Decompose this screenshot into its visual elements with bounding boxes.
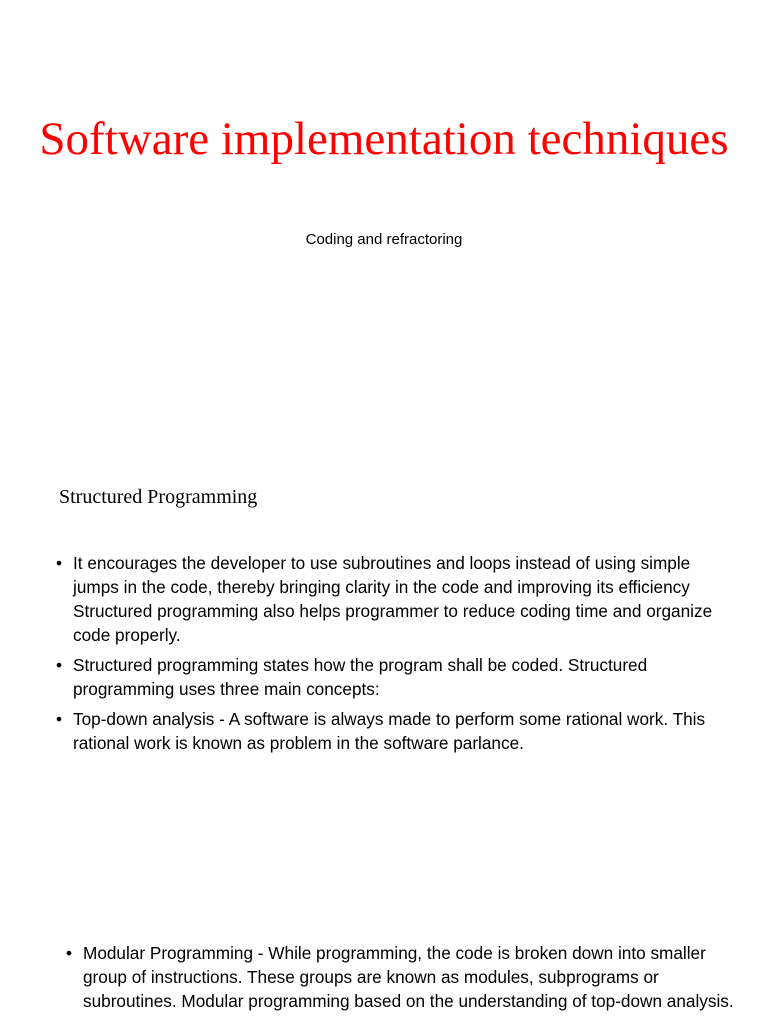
bullet-text: Structured programming states how the program shall be coded. Structured programming uses three main concepts: <box>73 655 648 699</box>
slide-title: Software implementation techniques <box>39 113 729 165</box>
bullet-icon: • <box>56 655 63 675</box>
section-heading: Structured Programming <box>59 486 258 508</box>
bullet-icon: • <box>56 553 63 573</box>
bullet-item <box>66 941 746 1013</box>
bullet-text: It encourages the developer to use subroutines and loops instead of using simple jumps in the code, thereby bringing clarity in the code and improving its efficiency Structured programming also helps programmer to reduce coding time and organize code properly. <box>73 553 713 645</box>
bullet-text: Top-down analysis - A software is always made to perform some rational work. This rational work is known as problem in the software parlance. <box>73 709 706 753</box>
bullet-icon: • <box>66 943 73 963</box>
bullet-icon: • <box>56 709 63 729</box>
structured-bullet-list <box>56 551 716 761</box>
bullet-item <box>56 653 716 701</box>
bullet-text: Modular Programming - While programming, the code is broken down into smaller group of instructions. These groups are known as modules, subprograms or subroutines. Modular programming based on the understanding of top-down analysis. <box>83 943 734 1011</box>
slide-subtitle: Coding and refractoring <box>305 231 463 248</box>
bullet-item <box>56 551 716 647</box>
modular-bullet-list <box>66 941 746 1019</box>
bullet-item <box>56 707 716 755</box>
